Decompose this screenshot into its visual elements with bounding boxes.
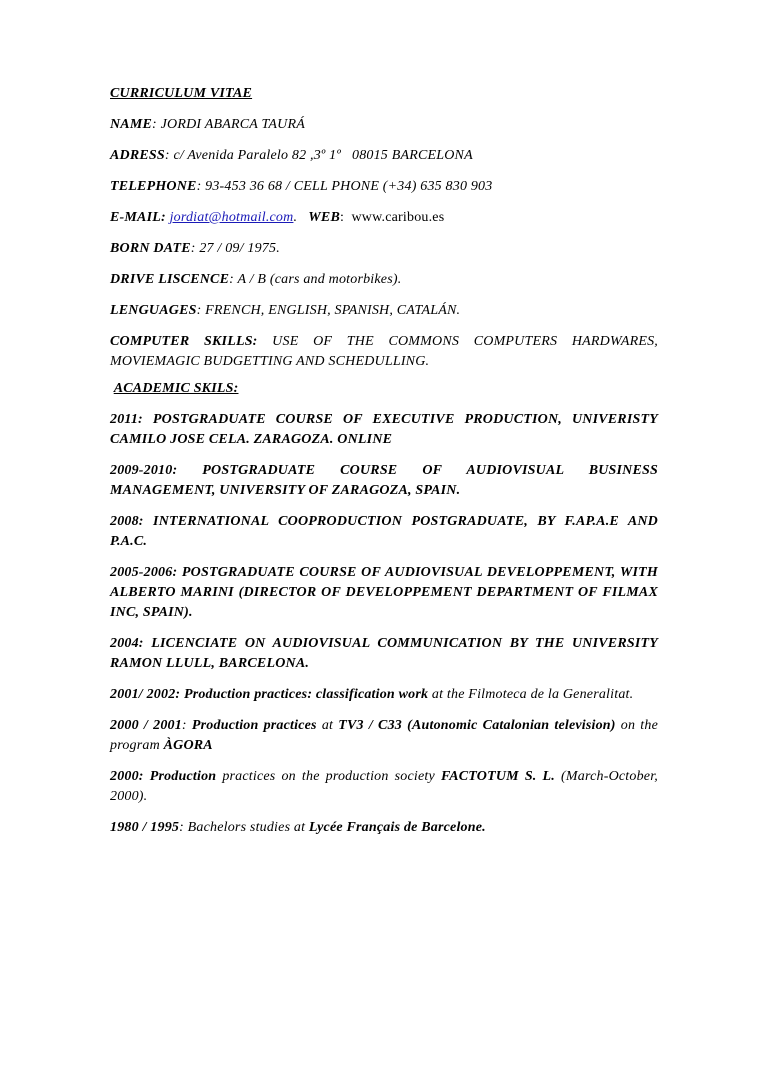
license-value: A / B (cars and motorbikes). [237,272,402,287]
cv-title: CURRICULUM VITAE [110,86,253,101]
email-label: E-MAIL: [110,210,166,225]
practice-2001-bold: 2001/ 2002: Production practices: classification work [110,687,429,702]
practice-factotum-b1: 2000: Production [110,769,217,784]
practice-tv3-b2: Production practices [191,718,317,733]
name-line [110,115,658,135]
academic-item: 2004: LICENCIATE ON AUDIOVISUAL COMMUNICATION BY THE UNIVERSITY RAMON LLULL, BARCELONA. [110,636,658,671]
web-sep: : [340,210,352,225]
cv-title-line [110,84,658,104]
born-value: 27 / 09/ 1975. [199,241,280,256]
practice-factotum-t1: practices on the production society [216,769,441,784]
academic-item: 2011: POSTGRADUATE COURSE OF EXECUTIVE PRODUCTION, UNIVERISTY CAMILO JOSE CELA. ZARAGOZA. ONLINE [110,412,658,447]
languages-label: LENGUAGES [110,303,197,318]
email-after: . [293,210,309,225]
bachelors-b1: 1980 / 1995 [110,820,180,835]
practice-factotum-b2: FACTOTUM S. L. [440,769,556,784]
practice-tv3-b3: TV3 / C33 (Autonomic Catalonian television) [338,718,616,733]
practice-2001-rest: at the Filmoteca de la Generalitat. [428,687,634,702]
telephone-sep: : [196,179,206,194]
address-label: ADRESS [110,148,165,163]
address-sep: : [164,148,174,163]
born-line [110,239,658,259]
academic-title-line [110,379,658,399]
practice-2000-factotum [110,767,658,807]
license-label: DRIVE LISCENCE [110,272,230,287]
languages-line [110,301,658,321]
academic-title: ACADEMIC SKILS: [113,381,239,396]
name-sep: : [152,117,161,132]
telephone-label: TELEPHONE [110,179,197,194]
cv-document [110,84,658,849]
telephone-value: 93-453 36 68 / CELL PHONE (+34) 635 830 903 [205,179,493,194]
languages-sep: : [196,303,206,318]
bachelors-line [110,818,658,838]
license-line [110,270,658,290]
practice-2000-tv3 [110,716,658,756]
address-line [110,146,658,166]
computer-label: COMPUTER SKILLS: [110,334,258,349]
practice-factotum-t2: (March-October, 2000). [110,769,659,804]
telephone-line [110,177,658,197]
languages-value: FRENCH, ENGLISH, SPANISH, CATALÁN. [205,303,461,318]
web-value: www.caribou.es [351,210,445,225]
license-sep: : [229,272,238,287]
computer-skills [110,332,658,372]
bachelors-t1: : Bachelors studies at [179,820,309,835]
practice-tv3-t1: : [181,718,192,733]
name-value: JORDI ABARCA TAURÁ [160,117,305,132]
computer-value: USE OF THE COMMONS COMPUTERS HARDWARES, MOVIEMAGIC BUDGETTING AND SCHEDULLING. [110,334,658,369]
academic-item: 2008: INTERNATIONAL COOPRODUCTION POSTGRADUATE, BY F.AP.A.E AND P.A.C. [110,514,658,549]
address-value: c/ Avenida Paralelo 82 ,3º 1º 08015 BARCELONA [173,148,473,163]
email-line [110,208,658,228]
practice-tv3-t3: on the program [110,718,658,753]
practice-tv3-b1: 2000 / 2001 [110,718,182,733]
practice-2001 [110,685,658,705]
born-sep: : [190,241,200,256]
name-label: NAME [110,117,153,132]
web-label: WEB [308,210,340,225]
practice-tv3-b4: ÀGORA [163,738,213,753]
bachelors-b2: Lycée Français de Barcelone. [308,820,486,835]
email-link[interactable]: jordiat@hotmail.com [169,210,294,225]
academic-item: 2005-2006: POSTGRADUATE COURSE OF AUDIOVISUAL DEVELOPPEMENT, WITH ALBERTO MARINI (DIRECTOR OF DEVELOPPEMENT DEPARTMENT OF FILMAX INC, SPAIN). [110,565,658,620]
practice-tv3-t2: at [316,718,339,733]
born-label: BORN DATE [110,241,191,256]
academic-item: 2009-2010: POSTGRADUATE COURSE OF AUDIOVISUAL BUSINESS MANAGEMENT, UNIVERSITY OF ZARAGOZA, SPAIN. [110,463,658,498]
